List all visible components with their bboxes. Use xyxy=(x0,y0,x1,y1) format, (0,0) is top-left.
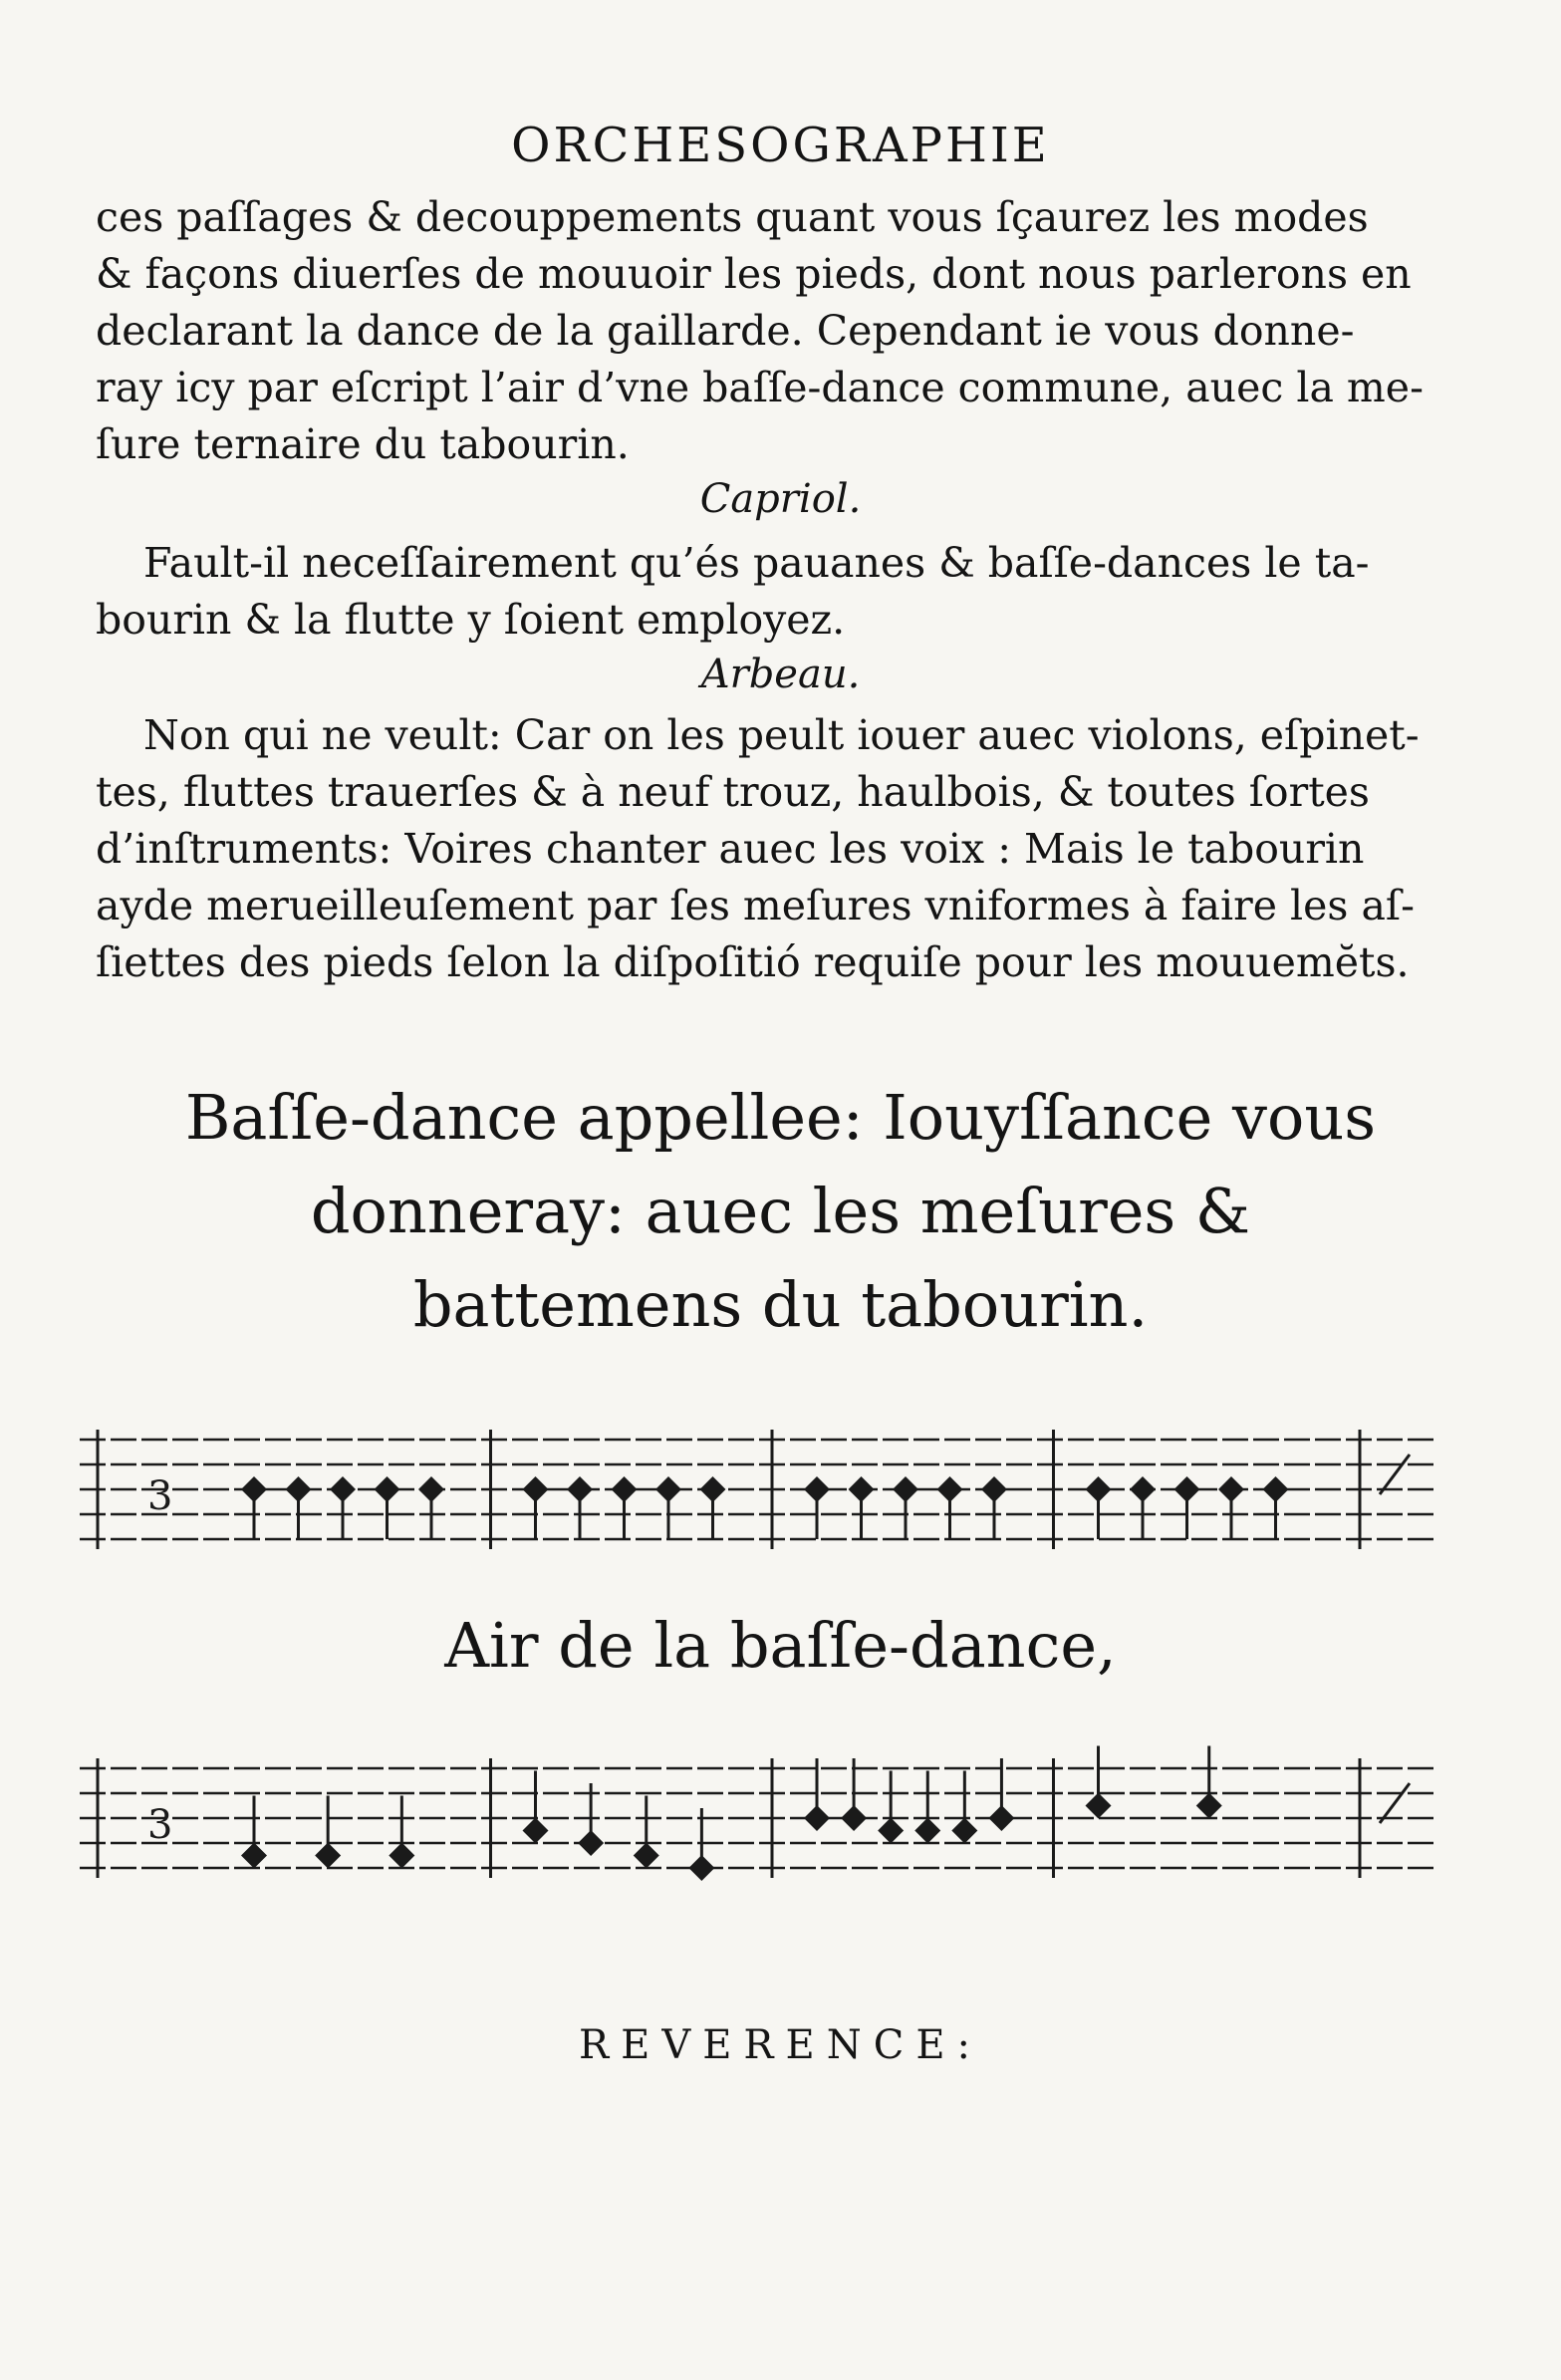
melody-staff xyxy=(80,1738,1434,1898)
meter-sign: 3 xyxy=(147,1802,173,1848)
note xyxy=(1218,1476,1244,1539)
text-line: Fault-il neceſſairement qu’és pauanes & baſſe-dances le ta- xyxy=(143,539,1370,587)
note xyxy=(981,1476,1007,1539)
text-line: bourin & la flutte y ſoient employez. xyxy=(96,596,846,644)
note xyxy=(523,1771,549,1844)
note xyxy=(937,1476,963,1539)
note xyxy=(655,1476,681,1539)
note xyxy=(1263,1476,1289,1539)
text-line: ſure ternaire du tabourin. xyxy=(96,420,630,468)
text-line: tes, fluttes trauerſes & à neuf trouz, haulbois, & toutes ſortes xyxy=(96,768,1370,816)
running-head: ORCHESOGRAPHIE xyxy=(511,118,1050,173)
text-line: ray icy par eſcript l’air d’vne baſſe-dance commune, auec la me- xyxy=(96,364,1424,411)
note xyxy=(375,1476,400,1539)
text-line: declarant la dance de la gaillarde. Cependant ie vous donne- xyxy=(96,307,1355,355)
note xyxy=(1130,1476,1156,1539)
title-line: Baſſe-dance appellee: Iouyſſance vous xyxy=(184,1081,1377,1154)
speaker-label-capriol: Capriol. xyxy=(699,476,862,522)
note xyxy=(634,1796,659,1869)
text-line: ayde merueilleuſement par ſes meſures vniformes à faire les aſ- xyxy=(96,882,1415,929)
note xyxy=(418,1476,444,1539)
note xyxy=(893,1476,918,1539)
paragraph-3 xyxy=(96,707,1450,991)
note xyxy=(849,1476,875,1539)
text-line: & façons diuerſes de mouuoir les pieds, dont nous parlerons en xyxy=(96,250,1412,298)
note xyxy=(1086,1476,1112,1539)
text-line: ces paſſages & decouppements quant vous ſçaurez les modes xyxy=(96,193,1369,241)
note xyxy=(1174,1476,1200,1539)
note xyxy=(612,1476,638,1539)
text-line: d’inſtruments: Voires chanter auec les voix : Mais le tabourin xyxy=(96,825,1365,873)
note xyxy=(241,1796,267,1869)
title-line: donneray: auec les meſures & xyxy=(310,1175,1251,1247)
note xyxy=(241,1476,267,1539)
air-caption: Air de la baſſe-dance, xyxy=(444,1609,1117,1682)
note xyxy=(567,1476,593,1539)
note xyxy=(286,1476,312,1539)
drum-rhythm-staff xyxy=(80,1410,1434,1569)
note xyxy=(804,1476,830,1539)
note xyxy=(389,1796,414,1869)
note xyxy=(700,1476,726,1539)
section-title xyxy=(0,1071,1561,1352)
note xyxy=(330,1476,356,1539)
note xyxy=(523,1476,549,1539)
paragraph-2 xyxy=(96,535,1450,649)
note xyxy=(951,1771,977,1844)
title-line: battemens du tabourin. xyxy=(412,1268,1149,1341)
note xyxy=(878,1771,904,1844)
text-line: ſiettes des pieds ſelon la diſpoſitió requiſe pour les mouuemĕts. xyxy=(96,938,1410,986)
note xyxy=(1086,1746,1112,1819)
note xyxy=(315,1796,341,1869)
reverence-label: REVERENCE: xyxy=(579,2022,982,2068)
note xyxy=(1196,1746,1222,1819)
note xyxy=(914,1771,940,1844)
paragraph-1 xyxy=(96,189,1450,473)
text-line: Non qui ne veult: Car on les peult iouer auec violons, eſpinet- xyxy=(143,711,1420,759)
meter-sign: 3 xyxy=(147,1473,173,1519)
speaker-label-arbeau: Arbeau. xyxy=(700,652,861,697)
